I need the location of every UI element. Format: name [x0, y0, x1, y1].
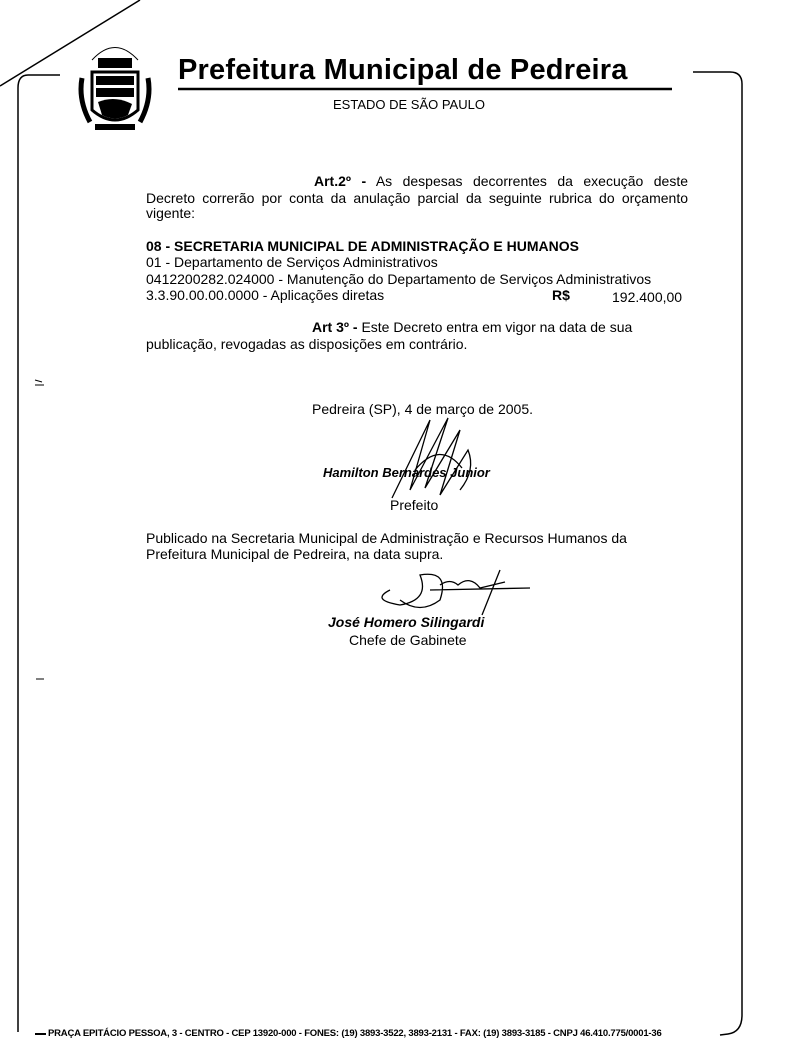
footer-address: PRAÇA EPITÁCIO PESSOA, 3 - CENTRO - CEP 13920-000 - FONES: (19) 3893-3522, 3893-2131 - FAX: (19) 3893-3185 - CNPJ 46.410.775/0001-36: [48, 1028, 662, 1039]
scan-mark: [35, 380, 44, 385]
chief-title: Chefe de Gabinete: [349, 632, 467, 648]
art3-label: Art 3º -: [312, 319, 358, 335]
art2-label: Art.2º -: [314, 173, 367, 189]
art2-text: As despesas decorrentes da execução deste: [375, 173, 689, 189]
municipal-crest-logo: [81, 48, 149, 131]
budget-amount: 192.400,00: [612, 289, 683, 305]
publication-line2: Prefeitura Municipal de Pedreira, na data supra.: [146, 546, 444, 562]
art2-first-line: [146, 173, 688, 189]
budget-currency: R$: [552, 287, 570, 303]
art3-line2: publicação, revogadas as disposições em contrário.: [146, 336, 468, 352]
frame-right: [693, 72, 742, 1035]
budget-secretaria: 08 - SECRETARIA MUNICIPAL DE ADMINISTRAÇÃO E HUMANOS: [146, 238, 579, 254]
signature-mayor: [392, 418, 471, 498]
art2-line3: vigente:: [146, 205, 196, 221]
page-title: Prefeitura Municipal de Pedreira: [178, 54, 628, 86]
art2-line2: Decreto correrão por conta da anulação parcial da seguinte rubrica do orçamento: [146, 190, 688, 206]
page-subtitle: ESTADO DE SÃO PAULO: [333, 97, 485, 112]
budget-departamento: 01 - Departamento de Serviços Administrativos: [146, 254, 438, 270]
frame-left: [18, 75, 60, 1032]
budget-elemento: 3.3.90.00.00.0000 - Aplicações diretas: [146, 287, 385, 303]
mayor-title: Prefeito: [390, 497, 439, 513]
budget-programa: 0412200282.024000 - Manutenção do Departamento de Serviços Administrativos: [146, 271, 652, 287]
art3-text: Este Decreto entra em vigor na data de sua: [361, 319, 633, 335]
publication-line1: Publicado na Secretaria Municipal de Administração e Recursos Humanos da: [146, 530, 627, 546]
art3-first-line: [312, 319, 632, 335]
chief-name: José Homero Silingardi: [328, 614, 485, 630]
mayor-name: Hamilton Bernardes Junior: [323, 465, 490, 480]
place-date: Pedreira (SP), 4 de março de 2005.: [312, 401, 534, 417]
signature-chief: [382, 570, 530, 615]
